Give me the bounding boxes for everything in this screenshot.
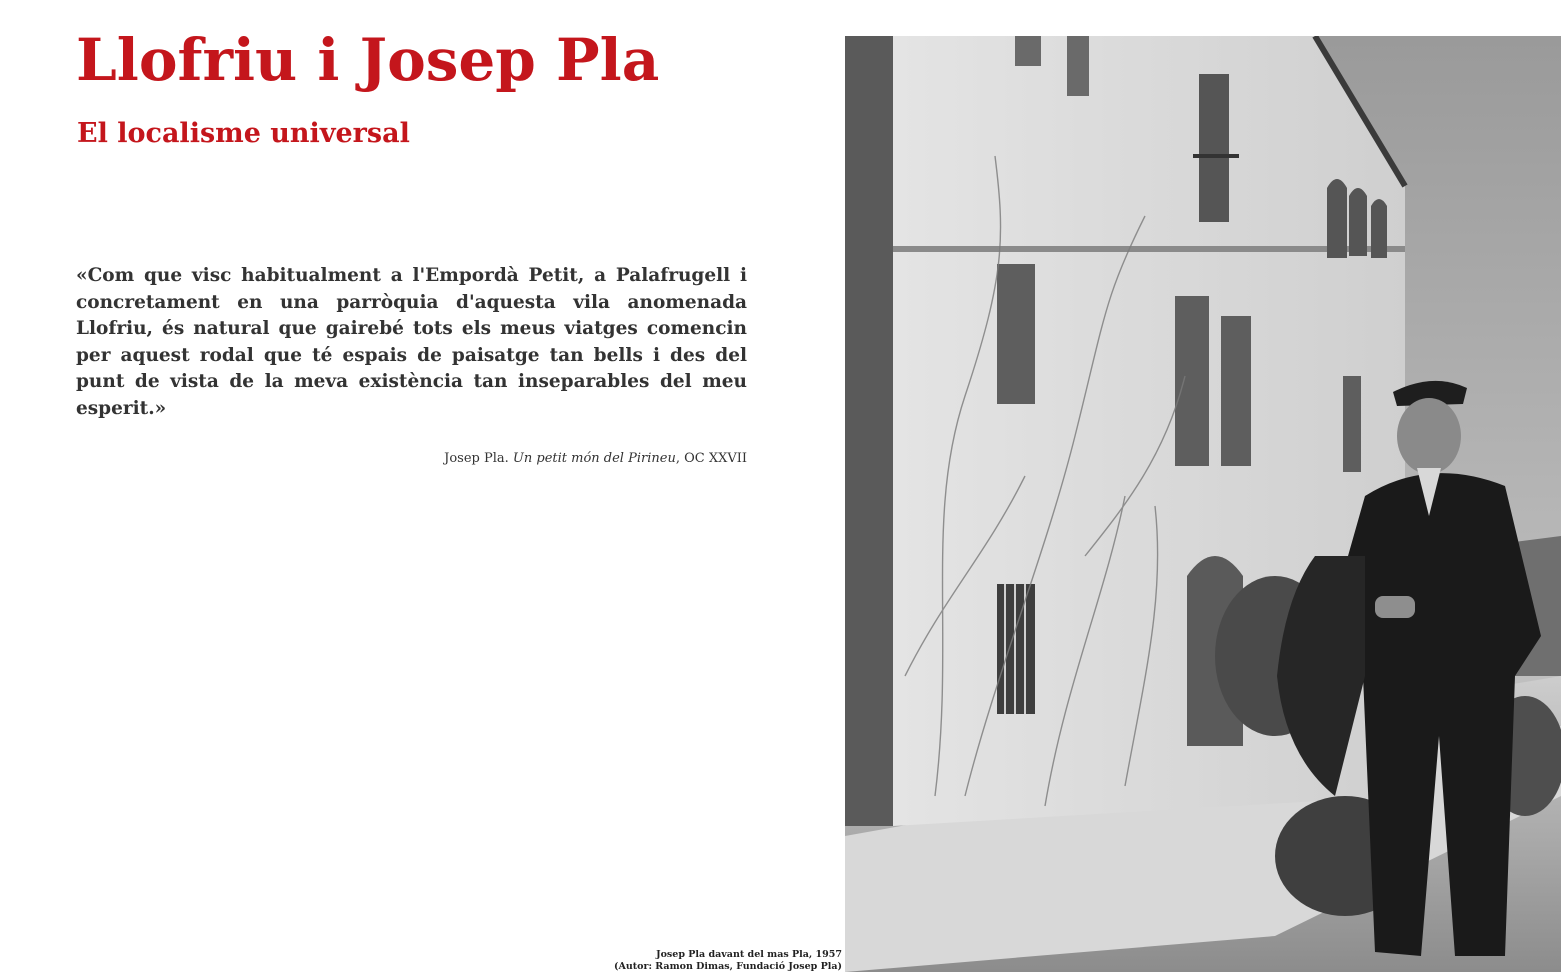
quote-citation [76, 449, 747, 469]
citation-work: Un petit món del Pirineu [512, 451, 676, 466]
quote-text: «Com que visc habitualment a l'Empordà Petit, a Palafrugell i concretament en una parròquia d'aquesta vila anomenada Llofriu, és natural que gairebé tots els meus viatges comencin per aquest rodal que té espais de paisatge tan bells i des del punt de vista de la meva existència tan inseparables del meu esperit.» [76, 265, 747, 419]
page-title: Llofriu i Josep Pla [76, 26, 660, 94]
farmhouse-photo [845, 36, 1561, 972]
caption-credit: (Autor: Ramon Dimas, Fundació Josep Pla) [613, 961, 842, 972]
caption-title: Josep Pla davant del mas Pla, 1957 [656, 949, 842, 960]
photo-caption [420, 949, 842, 973]
page-subtitle: El localisme universal [77, 118, 410, 149]
citation-suffix: , OC XXVII [675, 451, 747, 466]
citation-author: Josep Pla. [444, 451, 509, 466]
